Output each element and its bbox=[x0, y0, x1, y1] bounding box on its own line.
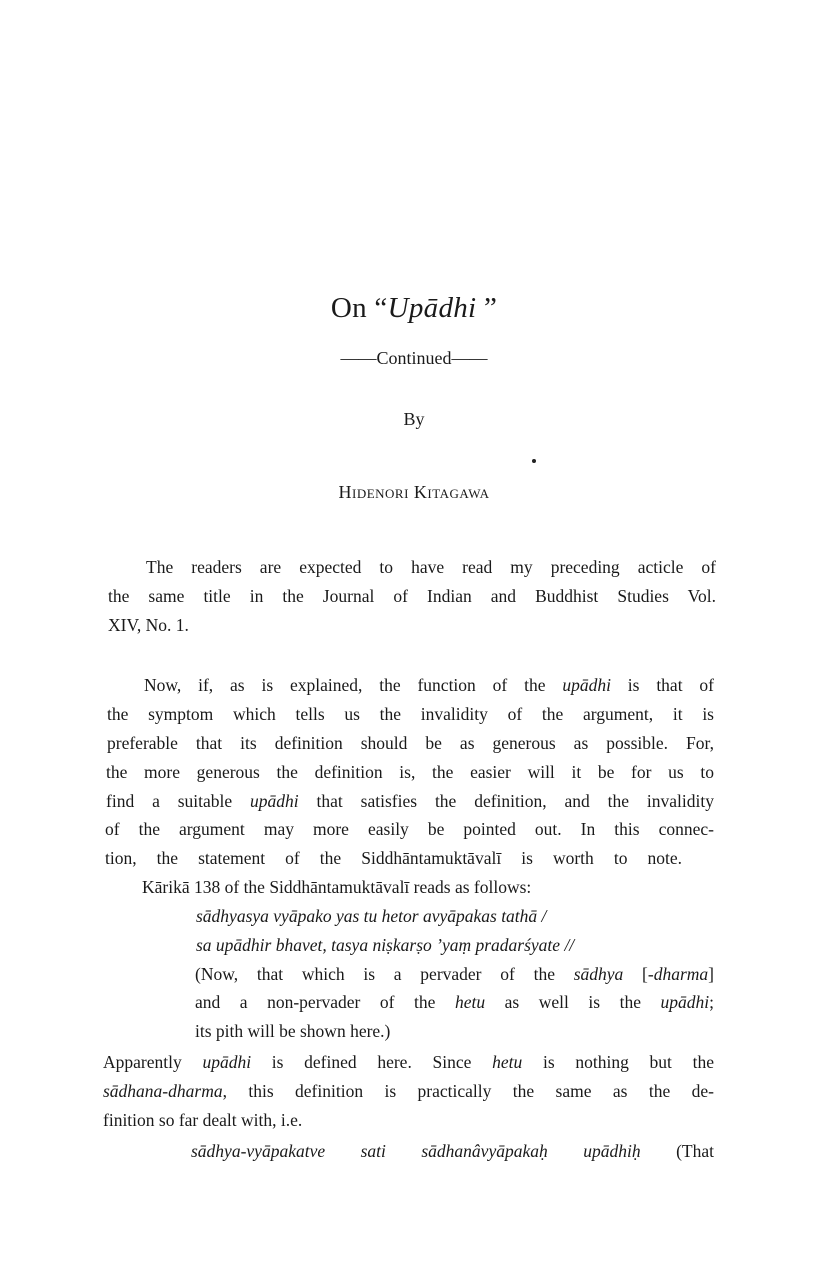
para2-line-1: Now, if, as is explained, the function of the upādhi is that of bbox=[144, 675, 714, 695]
definition-line: sādhya-vyāpakatve sati sādhanâvyāpakaḥ upādhiḥ (That bbox=[191, 1141, 714, 1161]
para2-line-6: of the argument may more easily be pointed out. In this connec- bbox=[105, 819, 714, 839]
byline-label: By bbox=[403, 409, 425, 429]
para2-line-4: the more generous the definition is, the easier will it be for us to bbox=[106, 762, 714, 782]
para2-line-2: the symptom which tells us the invalidity of the argument, it is bbox=[107, 704, 714, 724]
article-title bbox=[0, 292, 828, 325]
author-name: Hidenori Kitagawa bbox=[338, 482, 490, 502]
para2-line-7: tion, the statement of the Siddhāntamuktāvalī is worth to note. bbox=[105, 848, 682, 868]
title-italic: Upādhi bbox=[387, 292, 477, 324]
para3-line: Kārikā 138 of the Siddhāntamuktāvalī reads as follows: bbox=[142, 877, 532, 897]
title-suffix: ” bbox=[476, 292, 498, 324]
stray-dot bbox=[532, 459, 536, 463]
translation-line-1: (Now, that which is a pervader of the sādhya [-dharma] bbox=[195, 964, 714, 984]
para2-line-5: find a suitable upādhi that satisfies the definition, and the invalidity bbox=[106, 791, 714, 811]
verse-line-2: sa upādhir bhavet, tasya niṣkarṣo ’yaṃ pradarśyate // bbox=[196, 935, 575, 955]
translation-line-2: and a non-pervader of the hetu as well is the upādhi; bbox=[195, 992, 714, 1012]
para4-line-3: finition so far dealt with, i.e. bbox=[103, 1110, 303, 1130]
para4-line-1: Apparently upādhi is defined here. Since hetu is nothing but the bbox=[103, 1052, 714, 1072]
para1-line-1: The readers are expected to have read my preceding acticle of bbox=[146, 557, 716, 577]
subtitle: ——Continued—— bbox=[340, 348, 488, 368]
translation-line-3: its pith will be shown here.) bbox=[195, 1021, 391, 1041]
para2-line-3: preferable that its definition should be as generous as possible. For, bbox=[107, 733, 714, 753]
para1-line-2: the same title in the Journal of Indian and Buddhist Studies Vol. bbox=[108, 586, 716, 606]
para1-line-3: XIV, No. 1. bbox=[108, 615, 189, 635]
verse-line-1: sādhyasya vyāpako yas tu hetor avyāpakas tathā / bbox=[196, 906, 547, 926]
para4-line-2: sādhana-dharma, this definition is practically the same as the de- bbox=[103, 1081, 714, 1101]
title-prefix: On “ bbox=[330, 292, 388, 324]
